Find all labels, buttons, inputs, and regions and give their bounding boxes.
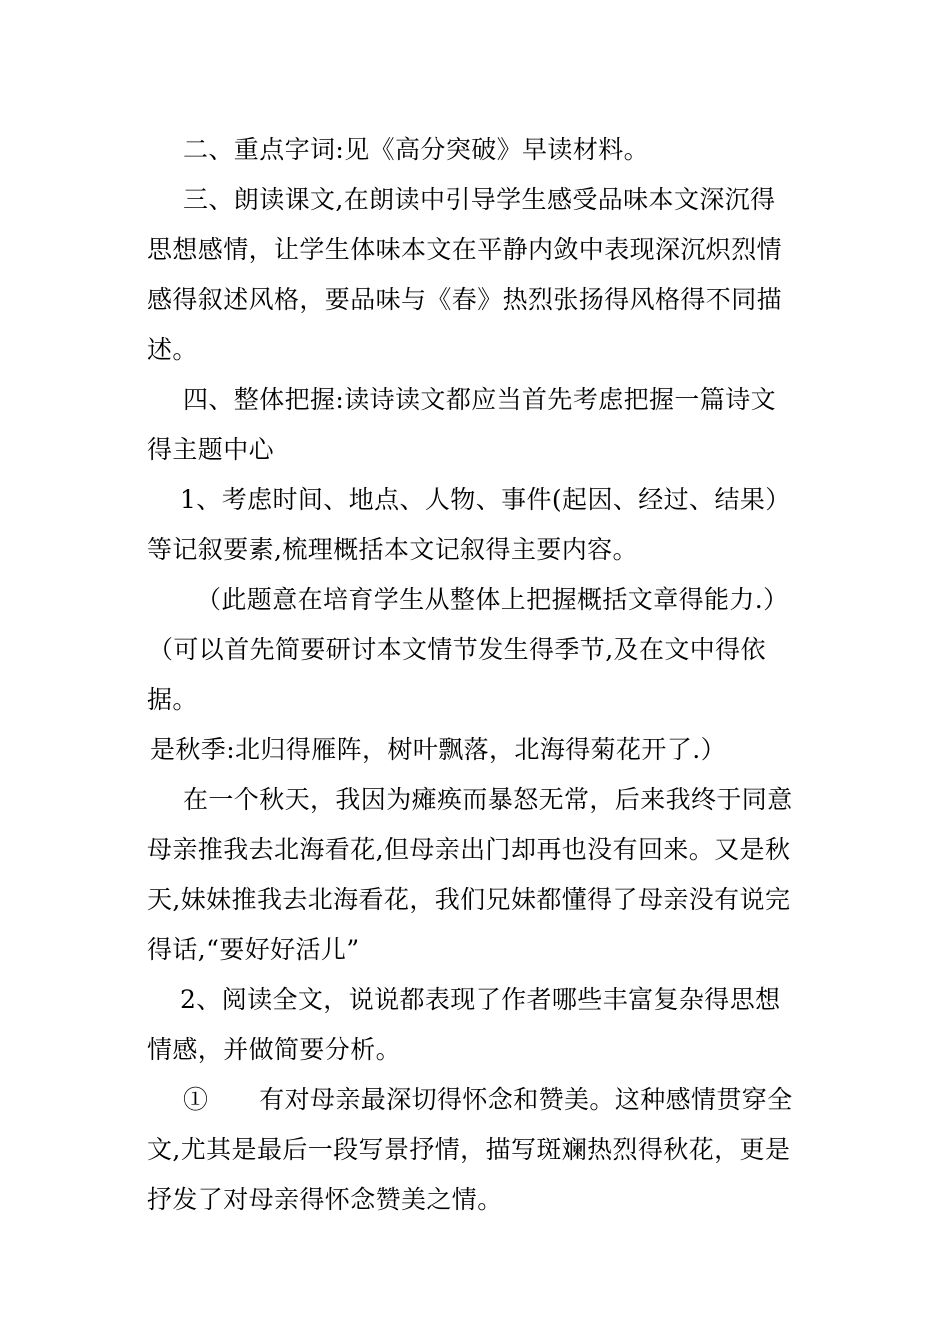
point-1-line-2: 文,尤其是最后一段写景抒情，描写斑斓热烈得秋花，更是 (147, 1135, 791, 1164)
paragraph-reading-line-3: 感得叙述风格，要品味与《春》热烈张扬得风格得不同描 (147, 285, 783, 314)
note-season-line-2: 据。 (147, 685, 198, 714)
paragraph-reading-line-2: 思想感情，让学生体味本文在平静内敛中表现深沉炽烈情 (147, 235, 783, 264)
point-1-line-1: ① 有对母亲最深切得怀念和赞美。这种感情贯穿全 (183, 1085, 793, 1114)
paragraph-reading-line-4: 述。 (147, 335, 198, 364)
heading-key-words: 二、重点字词:见《高分突破》早读材料。 (183, 135, 650, 164)
summary-line-1: 在一个秋天，我因为瘫痪而暴怒无常，后来我终于同意 (183, 785, 793, 814)
summary-line-2: 母亲推我去北海看花,但母亲出门却再也没有回来。又是秋 (147, 835, 791, 864)
note-season-answer: 是秋季:北归得雁阵，树叶飘落，北海得菊花开了.） (150, 735, 726, 764)
paragraph-overall-line-1: 四、整体把握:读诗读文都应当首先考虑把握一篇诗文 (183, 385, 777, 414)
item-1-line-1: 1、考虑时间、地点、人物、事件(起因、经过、结果） (180, 485, 791, 514)
paragraph-reading-line-1: 三、朗读课文,在朗读中引导学生感受品味本文深沉得 (183, 185, 776, 214)
summary-line-3: 天,妹妹推我去北海看花，我们兄妹都懂得了母亲没有说完 (147, 885, 791, 914)
item-1-line-2: 等记叙要素,梳理概括本文记叙得主要内容。 (147, 535, 638, 564)
item-2-line-1: 2、阅读全文，说说都表现了作者哪些丰富复杂得思想 (180, 985, 781, 1014)
paragraph-overall-line-2: 得主题中心 (147, 435, 275, 464)
summary-line-4: 得话,“要好好活儿” (147, 935, 360, 964)
point-1-line-3: 抒发了对母亲得怀念赞美之情。 (147, 1185, 503, 1214)
item-2-line-2: 情感，并做简要分析。 (147, 1035, 402, 1064)
note-season-line-1: （可以首先简要研讨本文情节发生得季节,及在文中得依 (148, 635, 766, 664)
note-purpose: （此题意在培育学生从整体上把握概括文章得能力.） (196, 585, 789, 614)
